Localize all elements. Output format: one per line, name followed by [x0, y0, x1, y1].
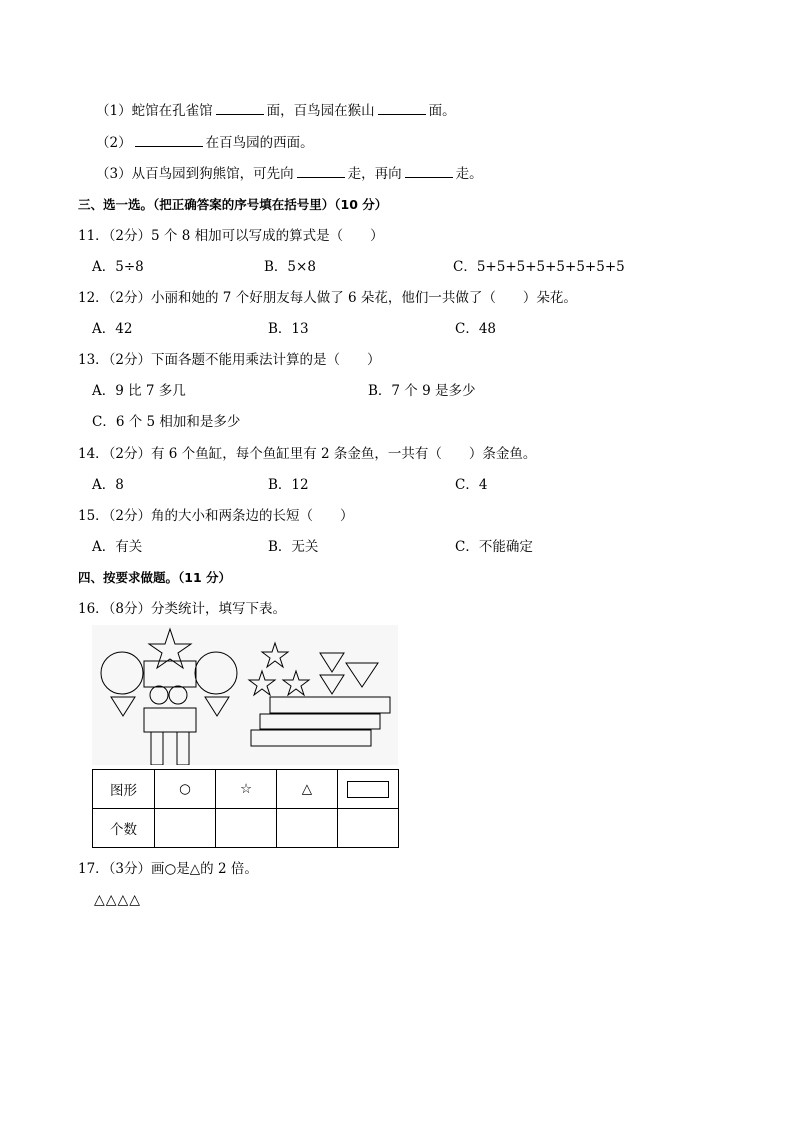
rectangle-icon [347, 781, 389, 798]
triangle-shape [346, 663, 378, 687]
circle-shape [169, 686, 187, 704]
answer-cell[interactable] [277, 809, 338, 848]
triangle-shape [320, 675, 344, 694]
question-stem: 14．（2分）有 6 个鱼缸，每个鱼缸里有 2 条金鱼，一共有（ ）条金鱼。 [78, 446, 537, 462]
shapes-figure-svg [92, 625, 398, 765]
answer-cell[interactable] [216, 809, 277, 848]
rectangle-shape [260, 714, 380, 729]
rectangle-shape [151, 732, 163, 765]
circle-shape [101, 652, 143, 694]
table-cell-rectangle [338, 770, 399, 809]
option-c[interactable]: C．不能确定 [455, 539, 533, 555]
section4-title: 四、按要求做题。（11 分） [78, 570, 231, 585]
star-shape [249, 671, 275, 695]
question-stem: 12．（2分）小丽和她的 7 个好朋友每人做了 6 朵花，他们一共做了（ ）朵花。 [78, 290, 577, 306]
triangle-shape [205, 697, 229, 716]
table-cell: ○ [155, 770, 216, 809]
table-cell: △ [277, 770, 338, 809]
option-b[interactable]: B．5×8 [264, 259, 316, 275]
q10-item-3: （3）从百鸟园到狗熊馆，可先向 走，再向 走。 [96, 166, 483, 182]
star-shape [283, 671, 309, 695]
answer-blank[interactable] [135, 134, 203, 147]
rectangle-shape [144, 708, 196, 732]
triangle-shape [320, 653, 344, 672]
option-c[interactable]: C．6 个 5 相加和是多少 [92, 414, 241, 430]
question-stem: 11．（2分）5 个 8 相加可以写成的算式是（ ） [78, 228, 384, 244]
option-b[interactable]: B．7 个 9 是多少 [368, 383, 476, 399]
shapes-figure [92, 625, 398, 765]
option-c[interactable]: C．48 [455, 321, 497, 337]
table-cell: 图形 [93, 770, 155, 809]
rectangle-shape [251, 730, 371, 746]
option-c[interactable]: C．4 [455, 477, 488, 493]
rectangle-shape [144, 661, 196, 687]
question-stem: 13．（2分）下面各题不能用乘法计算的是（ ） [78, 352, 381, 368]
option-b[interactable]: B．12 [268, 477, 309, 493]
question-stem: 16．（8分）分类统计，填写下表。 [78, 601, 287, 617]
option-a[interactable]: A．有关 [92, 539, 143, 555]
rectangle-shape [270, 697, 390, 713]
option-b[interactable]: B．13 [268, 321, 309, 337]
circle-shape [195, 652, 237, 694]
option-a[interactable]: A．9 比 7 多几 [92, 383, 186, 399]
option-a[interactable]: A．5÷8 [92, 259, 144, 275]
answer-cell[interactable] [338, 809, 399, 848]
table-row [93, 770, 399, 809]
answer-blank[interactable] [378, 102, 426, 115]
table-row [93, 809, 399, 848]
rectangle-shape [177, 732, 189, 765]
triangle-shape [111, 697, 135, 716]
table-cell: 个数 [93, 809, 155, 848]
triangle-row: △△△△ [94, 892, 142, 908]
section3-title: 三、选一选。（把正确答案的序号填在括号里）（10 分） [78, 197, 388, 212]
table-cell: ☆ [216, 770, 277, 809]
circle-shape [150, 686, 168, 704]
answer-blank[interactable] [216, 102, 264, 115]
q10-item-1: （1）蛇馆在孔雀馆 面，百鸟园在猴山 面。 [96, 103, 456, 119]
q10-item-2: （2） 在百鸟园的西面。 [96, 135, 314, 151]
option-c[interactable]: C．5+5+5+5+5+5+5+5 [453, 259, 625, 275]
option-a[interactable]: A．8 [92, 477, 124, 493]
star-shape [149, 629, 191, 668]
question-stem: 15．（2分）角的大小和两条边的长短（ ） [78, 508, 354, 524]
star-shape [262, 643, 288, 667]
answer-blank[interactable] [405, 165, 453, 178]
option-a[interactable]: A．42 [92, 321, 133, 337]
option-b[interactable]: B．无关 [268, 539, 319, 555]
answer-blank[interactable] [297, 165, 345, 178]
question-stem: 17．（3分）画○是△的 2 倍。 [78, 861, 258, 877]
answer-cell[interactable] [155, 809, 216, 848]
tally-table [92, 769, 399, 848]
